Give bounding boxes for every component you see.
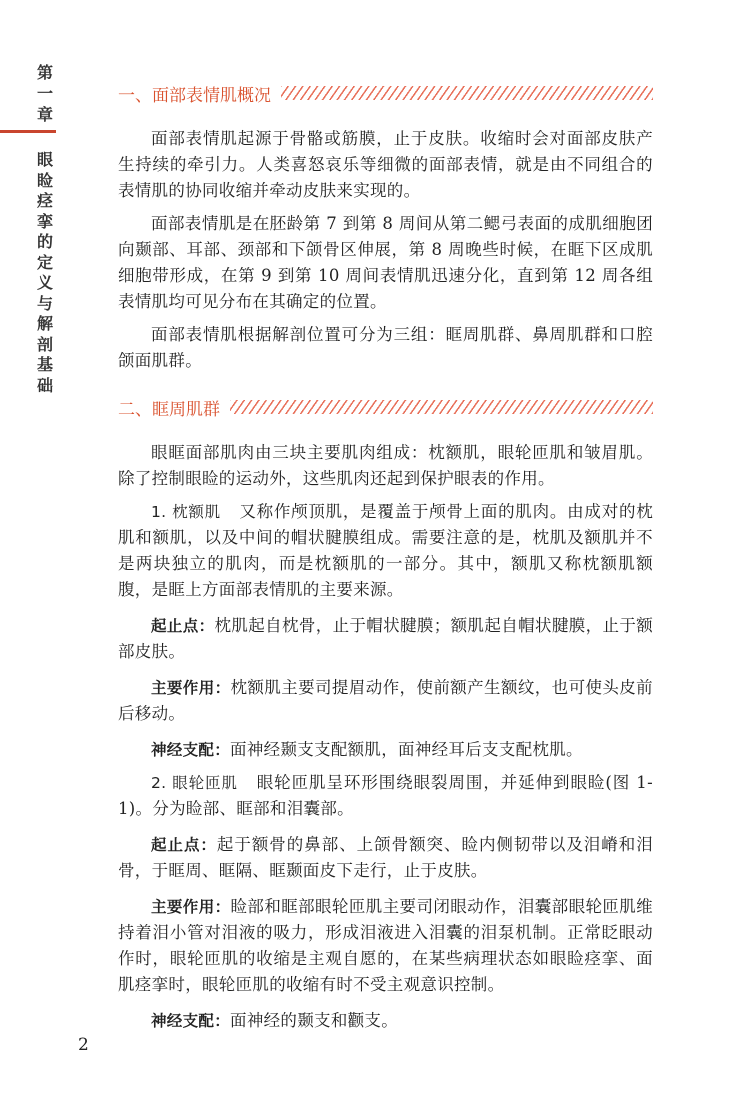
chapter-title: 眼睑痉挛的定义与解剖基础 <box>36 150 53 395</box>
nerve-text: 面神经颞支支配额肌，面神经耳后支支配枕肌。 <box>230 740 583 759</box>
muscle-2-paragraph <box>118 770 653 822</box>
action-text: 枕额肌主要司提眉动作，使前额产生额纹，也可使头皮前后移动。 <box>118 678 653 723</box>
paragraph: 眼眶面部肌肉由三块主要肌肉组成：枕额肌，眼轮匝肌和皱眉肌。除了控制眼睑的运动外，这些肌肉还起到保护眼表的作用。 <box>118 443 653 488</box>
muscle-2-origin <box>118 832 653 884</box>
section-heading-2 <box>118 394 653 420</box>
muscle-1-paragraph <box>118 499 653 603</box>
origin-text: 枕肌起自枕骨，止于帽状腱膜；额肌起自帽状腱膜，止于额部皮肤。 <box>118 616 653 661</box>
nerve-label: 神经支配： <box>151 741 231 759</box>
heading-hatch-decoration <box>281 86 653 100</box>
page-number: 2 <box>78 1035 89 1055</box>
section-heading-2-label: 二、眶周肌群 <box>118 399 220 420</box>
action-label: 主要作用： <box>151 679 231 697</box>
action-text: 睑部和眶部眼轮匝肌主要司闭眼动作，泪囊部眼轮匝肌维持着泪小管对泪液的吸力，形成泪液进入泪囊的泪泵机制。正常眨眼动作时，眼轮匝肌的收缩是主观自愿的，在某些病理状态如眼睑痉挛、面肌痉挛时，眼轮匝肌的收缩有时不受主观意识控制。 <box>118 897 653 994</box>
action-label: 主要作用： <box>151 898 231 916</box>
paragraph: 面部表情肌是在胚龄第 7 到第 8 周间从第二鳃弓表面的成肌细胞团向颞部、耳部、颈部和下颌骨区伸展，第 8 周晚些时候，在眶下区成肌细胞带形成，在第 9 到第 10 周间表情肌迅速分化，直到第 12 周各组表情肌均可见分布在其确定的位置。 <box>118 214 653 311</box>
origin-text: 起于额骨的鼻部、上颌骨额突、睑内侧韧带以及泪嵴和泪骨，于眶周、眶隔、眶颞面皮下走行，止于皮肤。 <box>118 835 654 880</box>
muscle-1-title: 1. 枕额肌 <box>151 503 221 521</box>
nerve-label: 神经支配： <box>151 1012 231 1030</box>
section-heading-1 <box>118 80 653 106</box>
heading-hatch-decoration <box>230 400 653 414</box>
chapter-divider <box>0 130 56 133</box>
muscle-2-nerve <box>118 1008 653 1034</box>
section-heading-1-label: 一、面部表情肌概况 <box>118 85 271 106</box>
paragraph: 面部表情肌根据解剖位置可分为三组：眶周肌群、鼻周肌群和口腔颌面肌群。 <box>118 325 653 370</box>
muscle-1-origin <box>118 613 653 665</box>
nerve-text: 面神经的颞支和颧支。 <box>230 1011 399 1030</box>
muscle-1-action <box>118 675 653 727</box>
muscle-1-text: 又称作颅顶肌，是覆盖于颅骨上面的肌肉。由成对的枕肌和额肌，以及中间的帽状腱膜组成。需要注意的是，枕肌及额肌并不是两块独立的肌肉，而是枕额肌的一部分。其中，额肌又称枕额肌额腹，是眶上方面部表情肌的主要来源。 <box>118 502 653 599</box>
origin-label: 起止点： <box>151 836 217 854</box>
origin-label: 起止点： <box>151 617 215 635</box>
chapter-label: 第一章 <box>36 63 53 124</box>
muscle-1-nerve <box>118 737 653 763</box>
muscle-2-title: 2. 眼轮匝肌 <box>151 774 238 792</box>
page-body <box>118 80 653 1041</box>
muscle-2-action <box>118 894 653 998</box>
paragraph: 面部表情肌起源于骨骼或筋膜，止于皮肤。收缩时会对面部皮肤产生持续的牵引力。人类喜怒哀乐等细微的面部表情，就是由不同组合的表情肌的协同收缩并牵动皮肤来实现的。 <box>118 129 653 200</box>
muscle-2-text: 眼轮匝肌呈环形围绕眼裂周围，并延伸到眼睑(图 1-1)。分为睑部、眶部和泪囊部。 <box>118 773 653 818</box>
